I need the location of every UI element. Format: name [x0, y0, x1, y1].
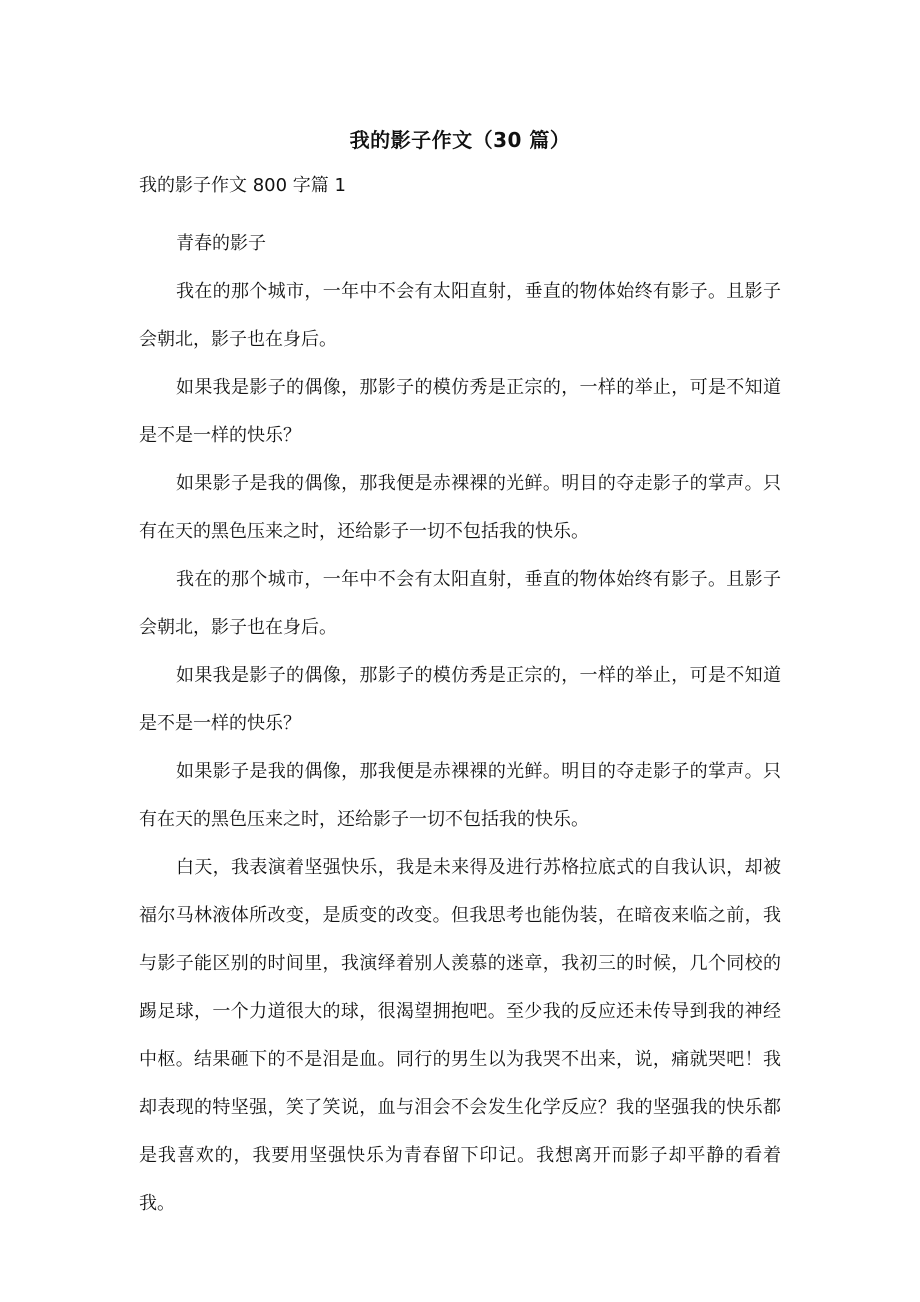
- paragraph: 我在的那个城市，一年中不会有太阳直射，垂直的物体始终有影子。且影子会朝北，影子也在身后。: [139, 569, 781, 638]
- paragraph: 如果影子是我的偶像，那我便是赤裸裸的光鲜。明目的夺走影子的掌声。只有在天的黑色压来之时，还给影子一切不包括我的快乐。: [139, 761, 781, 830]
- paragraph-heading: 青春的影子: [176, 233, 266, 254]
- document-subtitle: 我的影子作文 800 字篇 1: [139, 175, 346, 196]
- paragraph: 我在的那个城市，一年中不会有太阳直射，垂直的物体始终有影子。且影子会朝北，影子也在身后。: [139, 281, 781, 350]
- document-title: 我的影子作文（30 篇）: [349, 128, 571, 152]
- document-body: [139, 220, 781, 1228]
- paragraph: 如果我是影子的偶像，那影子的模仿秀是正宗的，一样的举止，可是不知道是不是一样的快乐？: [139, 665, 781, 734]
- paragraph: 如果影子是我的偶像，那我便是赤裸裸的光鲜。明目的夺走影子的掌声。只有在天的黑色压来之时，还给影子一切不包括我的快乐。: [139, 473, 781, 542]
- paragraph: 如果我是影子的偶像，那影子的模仿秀是正宗的，一样的举止，可是不知道是不是一样的快乐？: [139, 377, 781, 446]
- paragraph: 白天，我表演着坚强快乐，我是未来得及进行苏格拉底式的自我认识，却被福尔马林液体所改变，是质变的改变。但我思考也能伪装，在暗夜来临之前，我与影子能区别的时间里，我演绎着别人羡慕的迷章，我初三的时候，几个同校的踢足球，一个力道很大的球，很渴望拥抱吧。至少我的反应还未传导到我的神经中枢。结果砸下的不是泪是血。同行的男生以为我哭不出来，说，痛就哭吧！我却表现的特坚强，笑了笑说，血与泪会不会发生化学反应？我的坚强我的快乐都是我喜欢的，我要用坚强快乐为青春留下印记。我想离开而影子却平静的看着我。: [139, 857, 781, 1214]
